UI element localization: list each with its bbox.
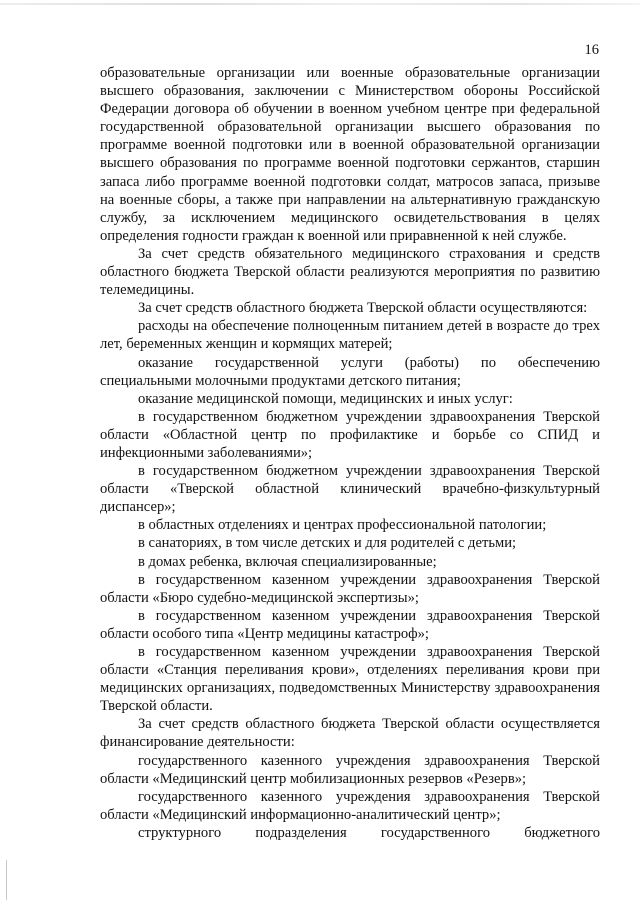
paragraph-13: в государственном казенном учреждении здравоохранения Тверской области особого типа «Центр медицины катастроф»; [100, 607, 600, 642]
paragraph-7: в государственном бюджетном учреждении здравоохранения Тверской области «Областной центр по профилактике и борьбе со СПИД и инфекционными заболеваниями»; [100, 408, 600, 461]
paragraph-16: государственного казенного учреждения здравоохранения Тверской области «Медицинский центр мобилизационных резервов «Резерв»; [100, 752, 600, 787]
paragraph-10: в санаториях, в том числе детских и для родителей с детьми; [138, 535, 517, 552]
paragraph-8: в государственном бюджетном учреждении здравоохранения Тверской области «Тверской областной клинический врачебно-физкультурный диспансер»; [100, 463, 600, 516]
scan-edge-left [6, 860, 7, 900]
document-body [100, 64, 600, 842]
paragraph-11: в домах ребенка, включая специализированные; [138, 553, 437, 570]
paragraph-17: государственного казенного учреждения здравоохранения Тверской области «Медицинский информационно-аналитический центр»; [100, 788, 600, 823]
paragraph-18: структурного подразделения государственного бюджетного [138, 824, 600, 841]
page-number: 16 [584, 42, 599, 58]
paragraph-4: расходы на обеспечение полноценным питанием детей в возрасте до трех лет, беременных женщин и кормящих матерей; [100, 318, 600, 353]
paragraph-15: За счет средств областного бюджета Тверской области осуществляется финансирование деятельности: [100, 716, 600, 751]
paragraph-6: оказание медицинской помощи, медицинских и иных услуг: [138, 390, 513, 407]
paragraph-2: За счет средств обязательного медицинского страхования и средств областного бюджета Тверской области реализуются мероприятия по развитию телемедицины. [100, 245, 600, 299]
paragraph-3: За счет средств областного бюджета Тверской области осуществляются: [138, 300, 588, 317]
paragraph-12: в государственном казенном учреждении здравоохранения Тверской области «Бюро судебно-медицинской экспертизы»; [100, 571, 600, 606]
paragraph-14: в государственном казенном учреждении здравоохранения Тверской области «Станция переливания крови», отделениях переливания крови при медицинских организациях, подведомственных Министерству здравоохранения Тверской области. [100, 644, 600, 715]
paragraph-1: образовательные организации или военные образовательные организации высшего образования, заключении с Министерством обороны Российской Федерации договора об обучении в военном учебном центре при федеральной государственной образовательной организации высшего образования по программе военной подготовки или в военной образовательной организации высшего образования по программе военной подготовки сержантов, старшин запаса либо программе военной подготовки солдат, матросов запаса, призыве на военные сборы, а также при направлении на альтернативную гражданскую службу, за исключением медицинского освидетельствования в целях определения годности граждан к военной или приравненной к ней службе. [100, 65, 600, 244]
paragraph-5: оказание государственной услуги (работы) по обеспечению специальными молочными продуктами детского питания; [100, 354, 600, 389]
scan-edge-top [0, 3, 640, 5]
paragraph-9: в областных отделениях и центрах профессиональной патологии; [138, 517, 547, 534]
